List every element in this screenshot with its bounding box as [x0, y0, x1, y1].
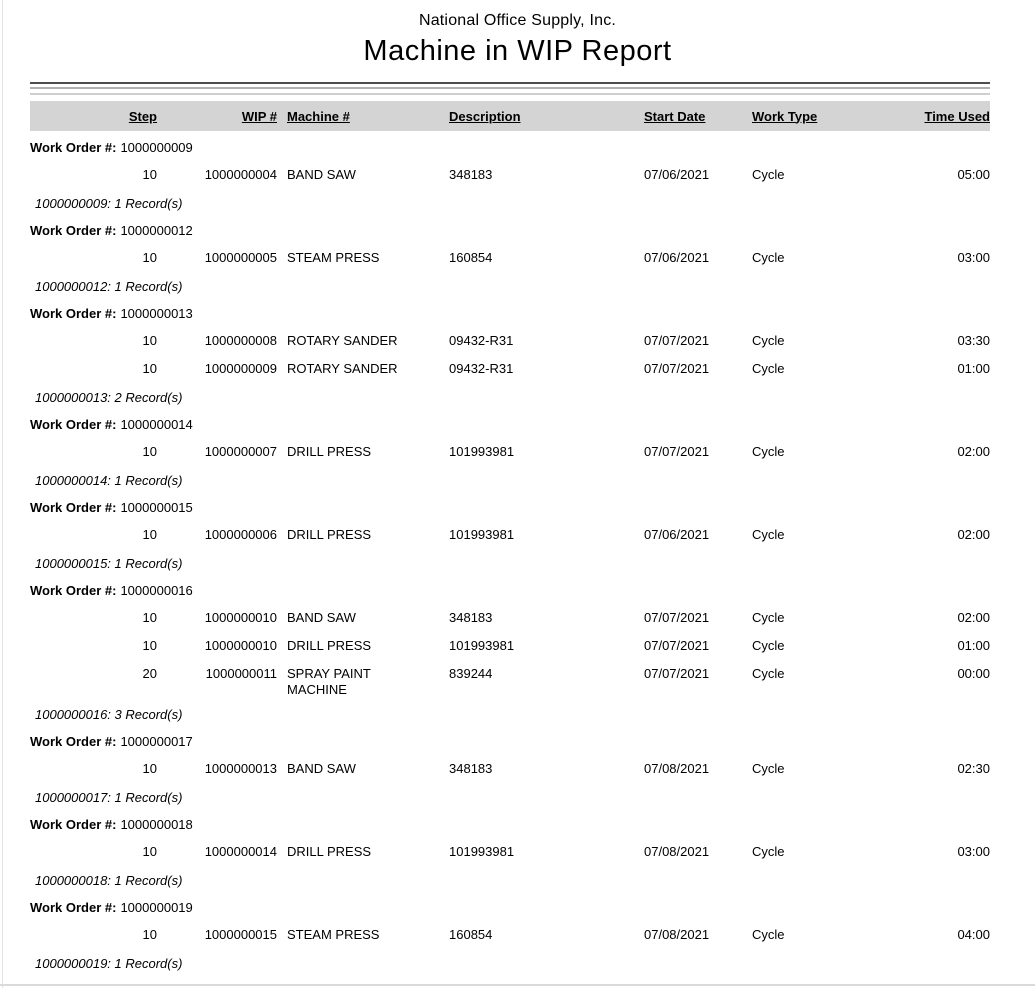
cell-work-type: Cycle	[752, 666, 785, 681]
cell-work-type: Cycle	[752, 167, 785, 182]
work-order-group	[30, 891, 990, 974]
work-order-header	[30, 131, 990, 159]
work-order-header	[30, 808, 990, 836]
work-order-header	[30, 491, 990, 519]
cell-step: 10	[142, 927, 157, 942]
table-row	[30, 353, 990, 381]
cell-machine: DRILL PRESS	[287, 527, 372, 542]
cell-wip: 1000000009	[204, 361, 277, 376]
work-order-number: 1000000019	[120, 900, 193, 915]
work-order-header	[30, 214, 990, 242]
work-order-label: Work Order #:	[30, 734, 117, 749]
group-summary: 1000000016: 3 Record(s)	[35, 707, 183, 722]
cell-time-used: 03:00	[957, 250, 990, 265]
cell-time-used: 04:00	[957, 927, 990, 942]
divider-line-dark	[30, 82, 990, 84]
cell-description: 839244	[449, 666, 493, 681]
cell-work-type: Cycle	[752, 444, 785, 459]
work-order-group	[30, 214, 990, 297]
table-row	[30, 836, 990, 864]
work-order-label: Work Order #:	[30, 140, 117, 155]
cell-wip: 1000000005	[204, 250, 277, 265]
table-row	[30, 630, 990, 658]
group-summary: 1000000014: 1 Record(s)	[35, 473, 183, 488]
table-row	[30, 436, 990, 464]
cell-description: 348183	[449, 761, 493, 776]
cell-description: 348183	[449, 610, 493, 625]
cell-work-type: Cycle	[752, 527, 785, 542]
cell-description: 160854	[449, 250, 493, 265]
cell-time-used: 03:30	[957, 333, 990, 348]
cell-description: 09432-R31	[449, 333, 514, 348]
cell-work-type: Cycle	[752, 638, 785, 653]
cell-description: 101993981	[449, 844, 515, 859]
cell-start-date: 07/07/2021	[644, 444, 710, 459]
left-edge-line	[2, 0, 3, 988]
work-order-header	[30, 408, 990, 436]
cell-description: 348183	[449, 167, 493, 182]
group-summary: 1000000013: 2 Record(s)	[35, 390, 183, 405]
column-header-wip[interactable]: WIP #	[241, 108, 277, 124]
cell-work-type: Cycle	[752, 610, 785, 625]
cell-time-used: 02:00	[957, 527, 990, 542]
cell-step: 10	[142, 610, 157, 625]
cell-step: 20	[142, 666, 157, 681]
cell-start-date: 07/07/2021	[644, 333, 710, 348]
cell-start-date: 07/07/2021	[644, 638, 710, 653]
cell-machine: BAND SAW	[287, 167, 356, 182]
page-title: Machine in WIP Report	[363, 35, 672, 67]
cell-work-type: Cycle	[752, 927, 785, 942]
cell-machine: DRILL PRESS	[287, 844, 372, 859]
cell-wip: 1000000011	[205, 666, 277, 681]
cell-machine: DRILL PRESS	[287, 444, 372, 459]
cell-work-type: Cycle	[752, 761, 785, 776]
cell-description: 160854	[449, 927, 493, 942]
group-summary: 1000000018: 1 Record(s)	[35, 873, 183, 888]
table-row	[30, 159, 990, 187]
cell-description: 101993981	[449, 444, 515, 459]
table-row	[30, 519, 990, 547]
table-row	[30, 325, 990, 353]
cell-work-type: Cycle	[752, 361, 785, 376]
cell-time-used: 02:00	[957, 444, 990, 459]
group-rows	[30, 836, 990, 864]
work-order-number: 1000000014	[120, 417, 193, 432]
work-order-group	[30, 131, 990, 214]
group-summary: 1000000019: 1 Record(s)	[35, 956, 183, 971]
group-summary: 1000000012: 1 Record(s)	[35, 279, 183, 294]
work-order-header	[30, 891, 990, 919]
cell-description: 101993981	[449, 527, 515, 542]
divider-line-light	[30, 93, 990, 95]
cell-description: 09432-R31	[449, 361, 514, 376]
group-summary: 1000000017: 1 Record(s)	[35, 790, 183, 805]
work-order-number: 1000000015	[120, 500, 193, 515]
work-order-header	[30, 574, 990, 602]
work-order-label: Work Order #:	[30, 900, 117, 915]
work-order-number: 1000000013	[120, 306, 193, 321]
column-header-machine[interactable]: Machine #	[287, 108, 350, 124]
work-order-header	[30, 297, 990, 325]
cell-machine: BAND SAW	[287, 610, 356, 625]
cell-start-date: 07/06/2021	[644, 250, 710, 265]
cell-time-used: 01:00	[957, 361, 990, 376]
cell-step: 10	[142, 444, 157, 459]
cell-step: 10	[142, 167, 157, 182]
column-header-row	[30, 101, 990, 131]
group-rows	[30, 325, 990, 381]
table-row	[30, 919, 990, 947]
column-header-work-type[interactable]: Work Type	[752, 108, 818, 124]
cell-machine: ROTARY SANDER	[287, 333, 398, 348]
group-rows	[30, 436, 990, 464]
group-rows	[30, 242, 990, 270]
work-order-label: Work Order #:	[30, 583, 117, 598]
cell-machine: DRILL PRESS	[287, 638, 372, 653]
work-order-number: 1000000012	[120, 223, 193, 238]
cell-time-used: 05:00	[957, 167, 990, 182]
work-order-number: 1000000018	[120, 817, 193, 832]
divider-line-mid	[30, 87, 990, 89]
group-rows	[30, 519, 990, 547]
cell-start-date: 07/08/2021	[644, 927, 710, 942]
table-row	[30, 658, 990, 698]
table-row	[30, 242, 990, 270]
cell-machine: SPRAY PAINT MACHINE	[287, 666, 371, 697]
table-row	[30, 753, 990, 781]
column-header-step[interactable]: Step	[128, 108, 157, 124]
cell-start-date: 07/07/2021	[644, 361, 710, 376]
work-order-number: 1000000016	[120, 583, 193, 598]
cell-step: 10	[142, 761, 157, 776]
work-order-group	[30, 574, 990, 725]
cell-work-type: Cycle	[752, 844, 785, 859]
work-order-label: Work Order #:	[30, 817, 117, 832]
bottom-divider	[0, 984, 1035, 986]
cell-start-date: 07/06/2021	[644, 527, 710, 542]
cell-wip: 1000000015	[204, 927, 277, 942]
report-header	[0, 0, 1035, 68]
report-body	[30, 131, 990, 974]
cell-time-used: 03:00	[957, 844, 990, 859]
cell-time-used: 01:00	[957, 638, 990, 653]
report-table	[30, 101, 990, 974]
work-order-number: 1000000017	[120, 734, 193, 749]
cell-description: 101993981	[449, 638, 515, 653]
cell-wip: 1000000008	[204, 333, 277, 348]
group-rows	[30, 159, 990, 187]
work-order-label: Work Order #:	[30, 500, 117, 515]
work-order-label: Work Order #:	[30, 417, 117, 432]
cell-start-date: 07/07/2021	[644, 610, 710, 625]
cell-start-date: 07/06/2021	[644, 167, 710, 182]
cell-wip: 1000000007	[204, 444, 277, 459]
work-order-group	[30, 808, 990, 891]
work-order-label: Work Order #:	[30, 223, 117, 238]
cell-wip: 1000000014	[204, 844, 277, 859]
cell-start-date: 07/07/2021	[644, 666, 710, 681]
cell-wip: 1000000013	[204, 761, 277, 776]
company-name: National Office Supply, Inc.	[418, 12, 617, 29]
cell-wip: 1000000006	[204, 527, 277, 542]
work-order-label: Work Order #:	[30, 306, 117, 321]
cell-time-used: 02:00	[957, 610, 990, 625]
cell-step: 10	[142, 527, 157, 542]
cell-work-type: Cycle	[752, 250, 785, 265]
group-summary: 1000000009: 1 Record(s)	[35, 196, 183, 211]
cell-work-type: Cycle	[752, 333, 785, 348]
cell-step: 10	[142, 361, 157, 376]
cell-machine: STEAM PRESS	[287, 250, 380, 265]
cell-step: 10	[142, 333, 157, 348]
table-row	[30, 602, 990, 630]
work-order-group	[30, 408, 990, 491]
group-rows	[30, 753, 990, 781]
cell-start-date: 07/08/2021	[644, 844, 710, 859]
cell-step: 10	[142, 250, 157, 265]
cell-machine: STEAM PRESS	[287, 927, 380, 942]
cell-wip: 1000000010	[204, 638, 277, 653]
work-order-group	[30, 297, 990, 408]
group-rows	[30, 919, 990, 947]
work-order-number: 1000000009	[120, 140, 193, 155]
group-summary: 1000000015: 1 Record(s)	[35, 556, 183, 571]
cell-machine: ROTARY SANDER	[287, 361, 398, 376]
group-rows	[30, 602, 990, 698]
column-header-description[interactable]: Description	[449, 108, 521, 124]
work-order-header	[30, 725, 990, 753]
column-header-start-date[interactable]: Start Date	[644, 108, 706, 124]
work-order-group	[30, 491, 990, 574]
cell-wip: 1000000004	[204, 167, 277, 182]
column-header-time-used[interactable]: Time Used	[924, 108, 990, 124]
cell-time-used: 00:00	[957, 666, 990, 681]
cell-step: 10	[142, 638, 157, 653]
cell-time-used: 02:30	[957, 761, 990, 776]
cell-wip: 1000000010	[204, 610, 277, 625]
title-divider	[30, 82, 990, 95]
cell-start-date: 07/08/2021	[644, 761, 710, 776]
work-order-group	[30, 725, 990, 808]
cell-step: 10	[142, 844, 157, 859]
cell-machine: BAND SAW	[287, 761, 356, 776]
